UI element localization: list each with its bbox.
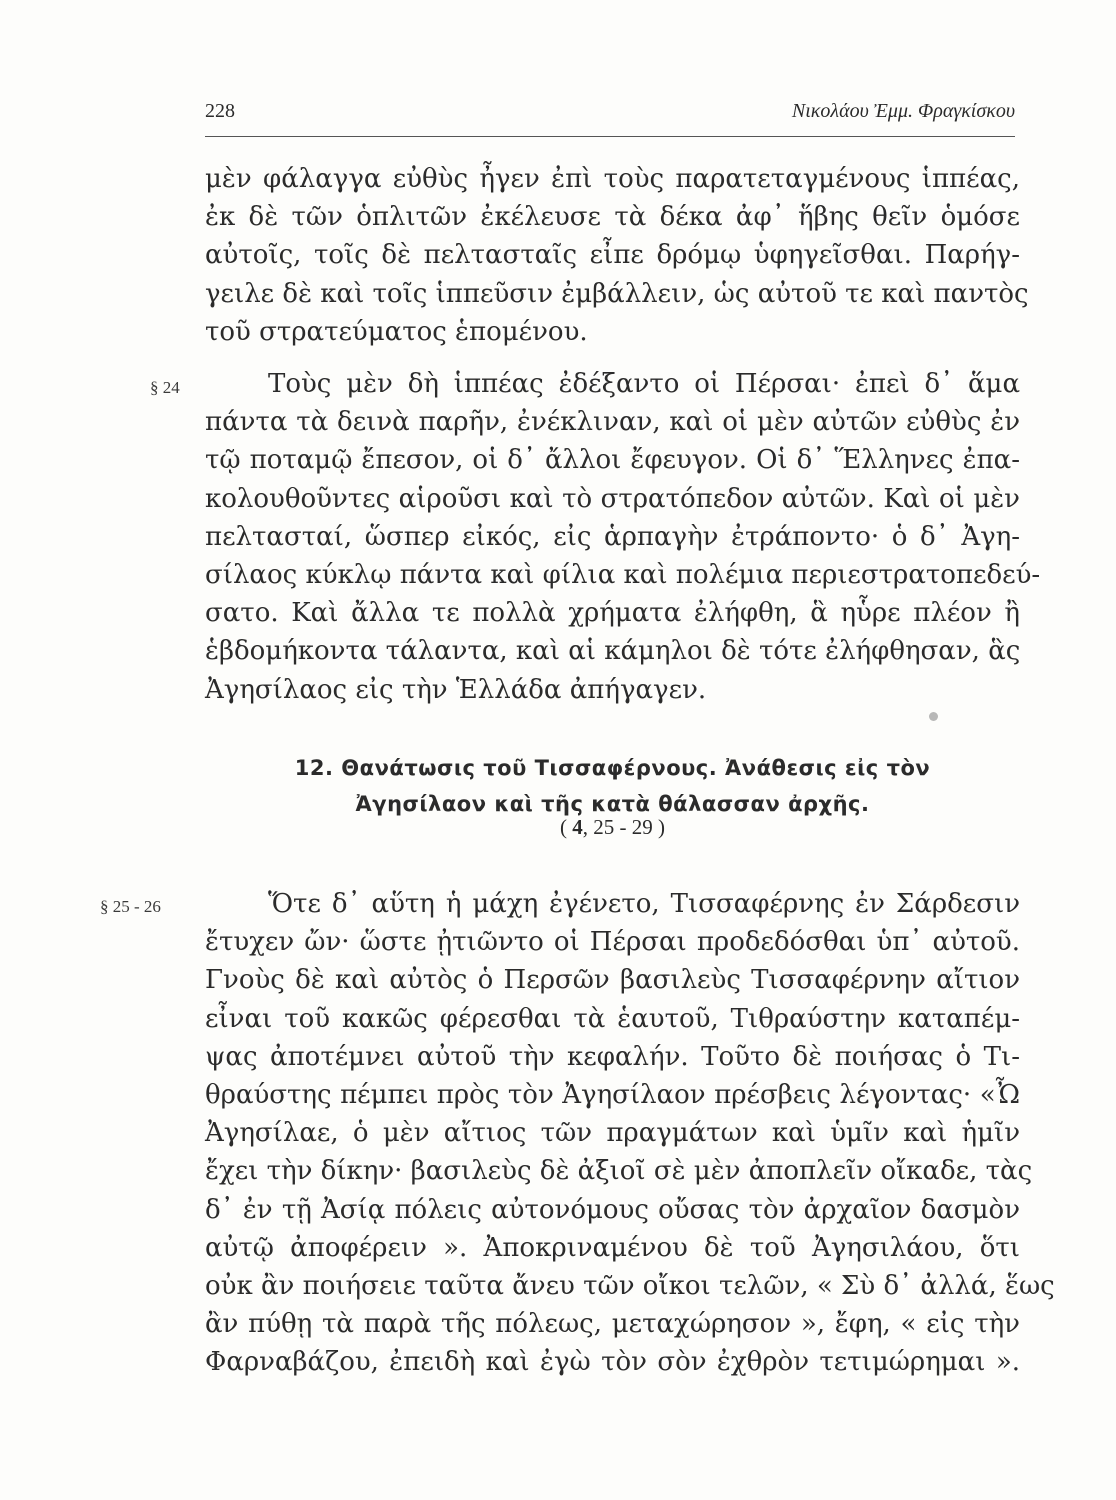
- text-line: Φαρναβάζου, ἐπειδὴ καὶ ἐγὼ τὸν σὸν ἐχθρὸν τετιμώρημαι ».: [205, 1347, 1020, 1378]
- text-line: πελτασταί, ὥσπερ εἰκός, εἰς ἁρπαγὴν ἐτράποντο· ὁ δ᾽ Ἀγη-: [205, 521, 1020, 552]
- text-line: αὐτοῖς, τοῖς δὲ πελτασταῖς εἶπε δρόμῳ ὑφηγεῖσθαι. Παρήγ-: [205, 240, 1020, 271]
- section-heading-line: Ἀγησίλαον καὶ τῆς κατὰ θάλασσαν ἀρχῆς.: [355, 792, 870, 816]
- text-line: Ἀγησίλαος εἰς τὴν Ἑλλάδα ἀπήγαγεν.: [205, 674, 707, 705]
- text-line: θραύστης πέμπει πρὸς τὸν Ἀγησίλαον πρέσβεις λέγοντας· «Ὦ: [205, 1079, 1020, 1110]
- text-line: μὲν φάλαγγα εὐθὺς ἦγεν ἐπὶ τοὺς παρατεταγμένους ἱππέας,: [205, 164, 1020, 194]
- text-line: ἂν πύθῃ τὰ παρὰ τῆς πόλεως, μεταχώρησον », ἔφη, « εἰς τὴν: [205, 1309, 1020, 1340]
- text-line: ἑβδομήκοντα τάλαντα, καὶ αἱ κάμηλοι δὲ τότε ἐλήφθησαν, ἃς: [205, 636, 1021, 667]
- text-line: εἶναι τοῦ κακῶς φέρεσθαι τὰ ἑαυτοῦ, Τιθραύστην καταπέμ-: [205, 1003, 1020, 1034]
- reference-range: , 25 - 29 ): [582, 815, 665, 839]
- text-line: γειλε δὲ καὶ τοῖς ἱππεῦσιν ἐμβάλλειν, ὡς αὐτοῦ τε καὶ παντὸς: [205, 278, 1029, 309]
- section-margin-ref: § 25 - 26: [100, 897, 161, 916]
- reference-open: (: [560, 815, 573, 839]
- section-heading-line: 12. Θανάτωσις τοῦ Τισσαφέρνους. Ἀνάθεσις εἰς τὸν: [294, 756, 931, 780]
- ink-speck: [929, 712, 938, 721]
- page-number: 228: [205, 100, 235, 122]
- text-line: Ὅτε δ᾽ αὕτη ἡ μάχη ἐγένετο, Τισσαφέρνης ἐν Σάρδεσιν: [268, 889, 1020, 919]
- text-line: κολουθοῦντες αἱροῦσι καὶ τὸ στρατόπεδον αὐτῶν. Καὶ οἱ μὲν: [205, 483, 1020, 514]
- text-line: οὐκ ἂν ποιήσειε ταῦτα ἄνευ τῶν οἴκοι τελῶν, « Σὺ δ᾽ ἀλλά, ἕως: [205, 1270, 1055, 1301]
- text-line: σίλαος κύκλῳ πάντα καὶ φίλια καὶ πολέμια περιεστρατοπεδεύ-: [205, 559, 1041, 590]
- text-line: δ᾽ ἐν τῇ Ἀσίᾳ πόλεις αὐτονόμους οὔσας τὸν ἀρχαῖον δασμὸν: [205, 1194, 1020, 1225]
- running-head: Νικολάου Ἐμμ. Φραγκίσκου: [791, 100, 1015, 122]
- page-header: [205, 100, 1015, 134]
- text-line: τοῦ στρατεύματος ἑπομένου.: [205, 316, 588, 347]
- text-line: ἔχει τὴν δίκην· βασιλεὺς δὲ ἀξιοῖ σὲ μὲν ἀποπλεῖν οἴκαδε, τὰς: [205, 1156, 1033, 1187]
- section-reference: [205, 815, 1020, 840]
- text-line: πάντα τὰ δεινὰ παρῆν, ἐνέκλιναν, καὶ οἱ μὲν αὐτῶν εὐθὺς ἐν: [205, 407, 1020, 438]
- paragraph-section-24: [205, 365, 1041, 709]
- text-line: ἔτυχεν ὤν· ὥστε ᾐτιῶντο οἱ Πέρσαι προδεδόσθαι ὑπ᾽ αὐτοῦ.: [205, 927, 1020, 958]
- header-rule: [205, 136, 1015, 137]
- text-line: Τοὺς μὲν δὴ ἱππέας ἐδέξαντο οἱ Πέρσαι· ἐπεὶ δ᾽ ἅμα: [268, 369, 1020, 399]
- reference-book: 4: [572, 815, 583, 839]
- text-line: σατο. Καὶ ἄλλα τε πολλὰ χρήματα ἐλήφθη, ἃ ηὗρε πλέον ἢ: [205, 598, 1020, 629]
- section-heading: [205, 750, 1020, 822]
- text-line: ψας ἀποτέμνει αὐτοῦ τὴν κεφαλήν. Τοῦτο δὲ ποιήσας ὁ Τι-: [205, 1041, 1020, 1072]
- text-line: τῷ ποταμῷ ἔπεσον, οἱ δ᾽ ἄλλοι ἔφευγον. Οἱ δ᾽ Ἕλληνες ἐπα-: [205, 445, 1020, 476]
- paragraph-section-25-26: [205, 885, 1055, 1381]
- text-line: ἐκ δὲ τῶν ὁπλιτῶν ἐκέλευσε τὰ δέκα ἀφ᾽ ἥβης θεῖν ὁμόσε: [205, 202, 1020, 233]
- paragraph-continued: [205, 160, 1029, 351]
- section-margin-ref: § 24: [150, 378, 180, 397]
- text-line: αὐτῷ ἀποφέρειν ». Ἀποκριναμένου δὲ τοῦ Ἀγησιλάου, ὅτι: [205, 1232, 1020, 1263]
- text-line: Ἀγησίλαε, ὁ μὲν αἴτιος τῶν πραγμάτων καὶ ὑμῖν καὶ ἡμῖν: [205, 1118, 1020, 1149]
- text-line: Γνοὺς δὲ καὶ αὐτὸς ὁ Περσῶν βασιλεὺς Τισσαφέρνην αἴτιον: [205, 965, 1020, 996]
